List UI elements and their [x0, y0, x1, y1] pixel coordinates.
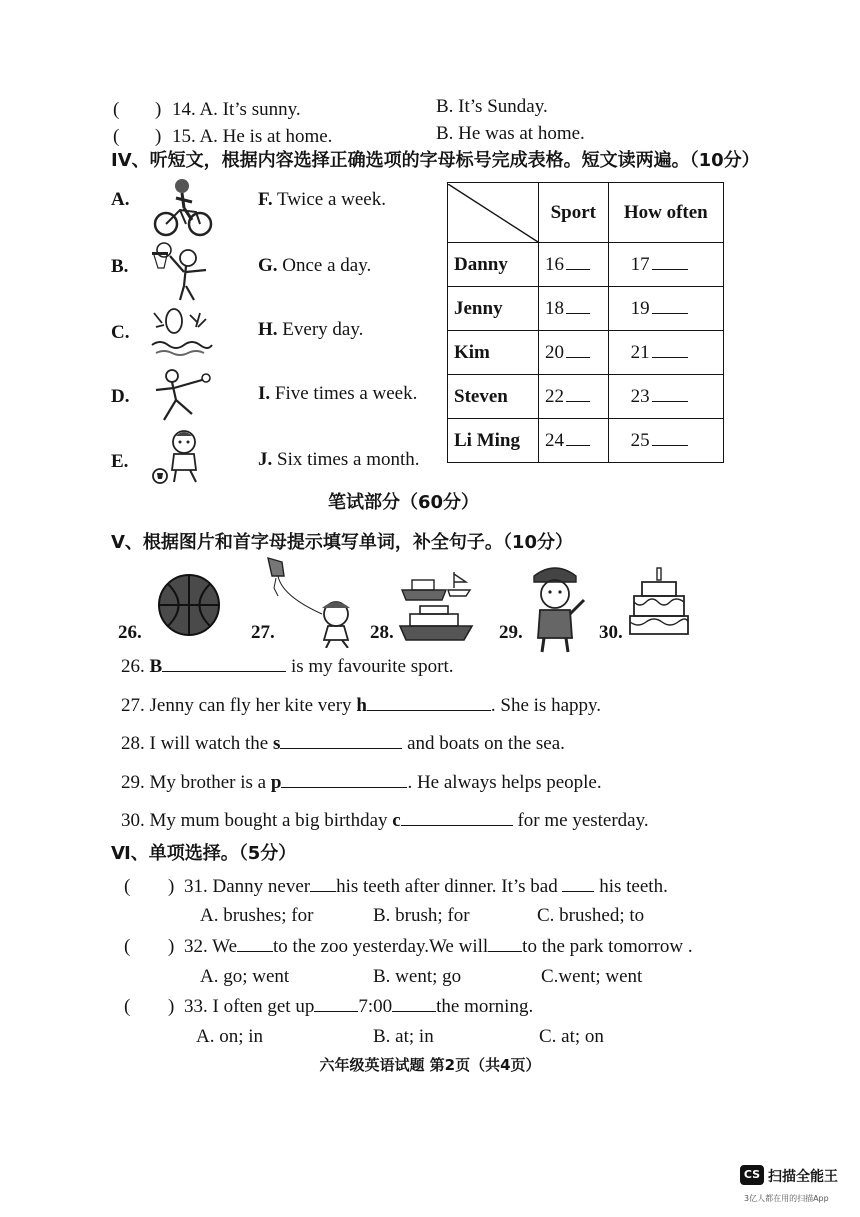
- sport-blank[interactable]: 22: [539, 375, 609, 419]
- q33-option-c[interactable]: C. at; on: [539, 1026, 604, 1047]
- pic-letter-a: A.: [111, 189, 130, 210]
- q32-close-paren: ): [168, 936, 175, 957]
- q31-close-paren: ): [168, 876, 175, 897]
- blank-30[interactable]: [401, 824, 513, 826]
- often-blank[interactable]: 25: [608, 419, 723, 463]
- often-blank[interactable]: 23: [608, 375, 723, 419]
- badminton-player-icon: [150, 368, 214, 424]
- q14-close-paren: ): [155, 99, 162, 120]
- q33-option-a[interactable]: A. on; in: [196, 1026, 264, 1047]
- blank-27[interactable]: [367, 709, 491, 711]
- q14-option-a: 14. A. It’s sunny.: [172, 99, 301, 120]
- table-row: [448, 375, 724, 419]
- table-row: [448, 287, 724, 331]
- option-h: H. Every day.: [258, 319, 364, 340]
- pic-letter-d: D.: [111, 386, 130, 407]
- header-how-often: How often: [608, 183, 723, 243]
- sentence-29: 29. My brother is a p . He always helps people.: [121, 772, 602, 793]
- q32-option-b[interactable]: B. went; go: [373, 966, 462, 987]
- q15-close-paren: ): [155, 126, 162, 147]
- diagonal-line: [448, 184, 538, 242]
- sentence-30: 30. My mum bought a big birthday c for me yesterday.: [121, 810, 649, 831]
- row-name: Kim: [448, 331, 539, 375]
- swimming-icon: [150, 305, 214, 361]
- option-g: G. Once a day.: [258, 255, 372, 276]
- page-footer: 六年级英语试题 第2页（共4页）: [319, 1056, 541, 1074]
- section5-title: V、根据图片和首字母提示填写单词，补全句子。（10分）: [111, 532, 573, 553]
- answer-table: [447, 182, 724, 463]
- sentence-26: 26. B is my favourite sport.: [121, 656, 454, 677]
- blank-29[interactable]: [281, 786, 407, 788]
- often-blank[interactable]: 19: [608, 287, 723, 331]
- q32-paren: (: [124, 936, 131, 957]
- q32-stem: 32. We to the zoo yesterday.We will to the park tomorrow .: [184, 936, 693, 957]
- section6-title: Ⅵ、单项选择。（5分）: [111, 843, 297, 864]
- q31-stem: 31. Danny never his teeth after dinner. It’s bad his teeth.: [184, 876, 668, 897]
- often-blank[interactable]: 21: [608, 331, 723, 375]
- pic-letter-b: B.: [111, 256, 129, 277]
- often-blank[interactable]: 17: [608, 243, 723, 287]
- q33-option-b[interactable]: B. at; in: [373, 1026, 434, 1047]
- basketball-icon: [156, 572, 222, 638]
- q31-option-c[interactable]: C. brushed; to: [537, 905, 645, 926]
- blank-28[interactable]: [280, 747, 402, 749]
- pic-letter-e: E.: [111, 451, 129, 472]
- ships-icon: [398, 568, 474, 644]
- q33-close-paren: ): [168, 996, 175, 1017]
- section4-title: IV、听短文，根据内容选择正确选项的字母标号完成表格。短文读两遍。（10分）: [111, 150, 760, 171]
- q31-option-a[interactable]: A. brushes; for: [200, 905, 314, 926]
- blank-26[interactable]: [162, 670, 286, 672]
- pic-label-27: 27.: [251, 622, 275, 643]
- soccer-player-icon: [150, 428, 214, 486]
- sport-blank[interactable]: 18: [539, 287, 609, 331]
- basketball-player-icon: [150, 242, 214, 304]
- table-corner-cell: [448, 183, 539, 243]
- row-name: Danny: [448, 243, 539, 287]
- sentence-27: 27. Jenny can fly her kite very h . She is happy.: [121, 695, 602, 716]
- sport-blank[interactable]: 20: [539, 331, 609, 375]
- girl-flying-kite-icon: [262, 556, 362, 648]
- q32-option-c[interactable]: C.went; went: [541, 966, 643, 987]
- sentence-28: 28. I will watch the s and boats on the sea.: [121, 733, 565, 754]
- row-name: Li Ming: [448, 419, 539, 463]
- pic-label-28: 28.: [370, 622, 394, 643]
- row-name: Steven: [448, 375, 539, 419]
- q32-option-a[interactable]: A. go; went: [200, 966, 290, 987]
- pic-label-26: 26.: [118, 622, 142, 643]
- q15-option-a: 15. A. He is at home.: [172, 126, 333, 147]
- option-j: J. Six times a month.: [258, 449, 420, 470]
- sport-blank[interactable]: 24: [539, 419, 609, 463]
- q15-option-b: B. He was at home.: [436, 123, 585, 144]
- camscanner-tagline: 3亿人都在用的扫描App: [744, 1194, 829, 1203]
- q14-option-b: B. It’s Sunday.: [436, 96, 548, 117]
- row-name: Jenny: [448, 287, 539, 331]
- pic-letter-c: C.: [111, 322, 130, 343]
- birthday-cake-icon: [628, 566, 690, 638]
- sport-blank[interactable]: 16: [539, 243, 609, 287]
- header-sport: Sport: [539, 183, 609, 243]
- option-f: F. Twice a week.: [258, 189, 386, 210]
- pic-label-30: 30.: [599, 622, 623, 643]
- policeman-icon: [522, 560, 588, 654]
- camscanner-name: 扫描全能王: [768, 1169, 838, 1185]
- q33-stem: 33. I often get up 7:00 the morning.: [184, 996, 534, 1017]
- q15-paren: (: [113, 126, 120, 147]
- cycling-icon: [152, 176, 214, 238]
- q31-option-b[interactable]: B. brush; for: [373, 905, 470, 926]
- written-part-heading: 笔试部分（60分）: [328, 492, 480, 513]
- table-row: [448, 243, 724, 287]
- pic-label-29: 29.: [499, 622, 523, 643]
- q33-paren: (: [124, 996, 131, 1017]
- camscanner-logo-icon: CS: [740, 1165, 764, 1185]
- q31-paren: (: [124, 876, 131, 897]
- q14-paren: (: [113, 99, 120, 120]
- option-i: I. Five times a week.: [258, 383, 418, 404]
- table-row: [448, 331, 724, 375]
- table-row: [448, 419, 724, 463]
